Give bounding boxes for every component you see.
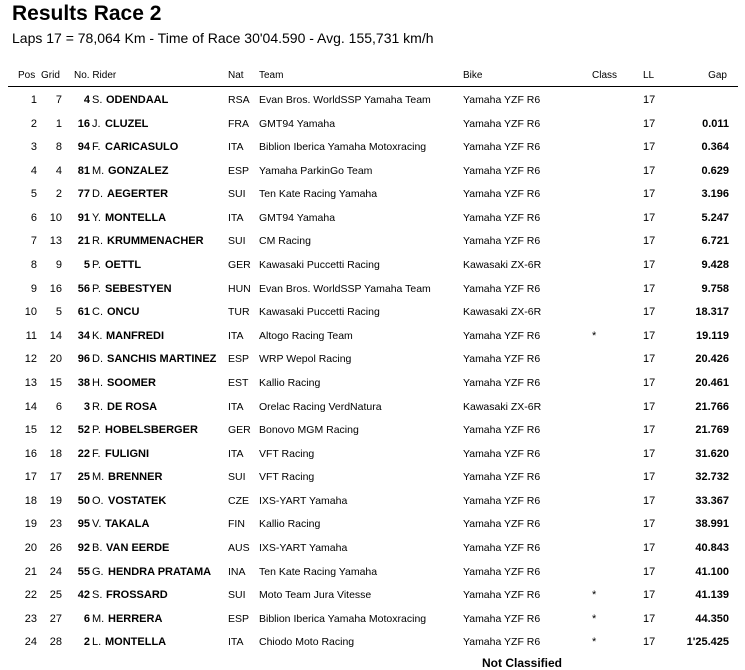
row-rider-initial: O.	[92, 494, 104, 507]
row-gap: 21.769	[695, 424, 729, 437]
row-laps: 17	[643, 471, 656, 484]
row-number: 25	[77, 471, 90, 484]
row-laps: 17	[643, 329, 656, 342]
row-grid: 10	[49, 211, 62, 224]
row-pos: 1	[30, 94, 37, 106]
row-rider-surname: DE ROSA	[107, 400, 158, 413]
row-nat: HUN	[228, 282, 251, 295]
row-pos: 19	[24, 518, 37, 531]
row-pos: 23	[24, 612, 37, 625]
row-rider-surname: OETTL	[105, 259, 142, 272]
table-row	[0, 584, 745, 608]
row-team: Biblion Iberica Yamaha Motoxracing	[259, 141, 427, 154]
row-pos: 3	[30, 141, 37, 154]
row-number: 4	[83, 94, 90, 106]
row-gap: 0.364	[701, 141, 729, 154]
col-pos: Pos	[18, 70, 36, 81]
row-rider-initial: F.	[92, 141, 101, 154]
table-row	[0, 561, 745, 585]
row-number: 56	[77, 282, 90, 295]
row-grid: 4	[55, 164, 62, 177]
row-pos: 14	[24, 400, 37, 413]
row-nat: SUI	[228, 471, 246, 484]
row-laps: 17	[643, 211, 656, 224]
results-table	[0, 89, 745, 655]
row-laps: 17	[643, 376, 656, 389]
table-row	[0, 372, 745, 396]
table-row	[0, 348, 745, 372]
row-bike: Kawasaki ZX-6R	[463, 400, 542, 413]
row-gap: 0.629	[701, 164, 729, 177]
row-laps: 17	[643, 494, 656, 507]
row-rider-initial: L.	[92, 636, 102, 649]
row-nat: CZE	[228, 494, 249, 507]
row-nat: ESP	[228, 164, 250, 177]
row-laps: 17	[643, 424, 656, 437]
row-pos: 18	[24, 494, 37, 507]
row-number: 38	[77, 376, 90, 389]
row-gap: 9.758	[701, 282, 729, 295]
row-bike: Yamaha YZF R6	[463, 235, 541, 248]
row-grid: 25	[49, 589, 62, 602]
row-bike: Yamaha YZF R6	[463, 117, 541, 130]
row-rider-surname: ONCU	[107, 306, 140, 319]
row-grid: 24	[49, 565, 62, 578]
row-number: 5	[83, 259, 90, 272]
row-number: 50	[77, 494, 90, 507]
row-team: Ten Kate Racing Yamaha	[259, 565, 378, 578]
row-laps: 17	[643, 400, 656, 413]
row-laps: 17	[643, 612, 656, 625]
row-rider-initial: V.	[92, 518, 102, 531]
row-rider-initial: B.	[92, 541, 103, 554]
row-rider-surname: MANFREDI	[106, 329, 165, 342]
row-number: 95	[77, 518, 90, 531]
row-bike: Yamaha YZF R6	[463, 376, 541, 389]
row-rider-initial: M.	[92, 471, 105, 484]
row-bike: Yamaha YZF R6	[463, 494, 541, 507]
row-number: 34	[77, 329, 90, 342]
col-nat: Nat	[228, 70, 244, 81]
row-gap: 41.100	[695, 565, 729, 578]
row-team: VFT Racing	[259, 471, 315, 484]
row-team: Yamaha ParkinGo Team	[259, 164, 373, 177]
row-team: Orelac Racing VerdNatura	[259, 400, 382, 413]
row-rider-surname: FROSSARD	[106, 589, 168, 602]
row-grid: 26	[49, 541, 62, 554]
row-rider-surname: VOSTATEK	[108, 494, 167, 507]
row-rider-surname: SEBESTYEN	[105, 282, 172, 295]
row-laps: 17	[643, 636, 656, 649]
row-rider-surname: HENDRA PRATAMA	[108, 565, 212, 578]
row-grid: 28	[49, 636, 62, 649]
row-rider-surname: MONTELLA	[105, 636, 167, 649]
row-rider-initial: Y.	[92, 211, 101, 224]
row-laps: 17	[643, 565, 656, 578]
table-row	[0, 301, 745, 325]
row-team: Ten Kate Racing Yamaha	[259, 188, 378, 201]
row-pos: 21	[24, 565, 37, 578]
table-row	[0, 513, 745, 537]
row-rider-surname: SANCHIS MARTINEZ	[107, 353, 217, 366]
row-pos: 20	[24, 541, 37, 554]
row-nat: GER	[228, 424, 251, 437]
col-bike: Bike	[463, 70, 483, 81]
row-pos: 17	[24, 471, 37, 484]
row-team: VFT Racing	[259, 447, 315, 460]
row-team: GMT94 Yamaha	[259, 211, 336, 224]
table-row	[0, 537, 745, 561]
row-nat: GER	[228, 259, 251, 272]
row-laps: 17	[643, 117, 656, 130]
row-grid: 18	[49, 447, 62, 460]
row-pos: 6	[30, 211, 37, 224]
table-row	[0, 325, 745, 349]
row-rider-surname: CLUZEL	[105, 117, 149, 130]
col-class: Class	[592, 70, 618, 81]
col-no-rider: No. Rider	[74, 70, 117, 81]
row-team: Kallio Racing	[259, 376, 321, 389]
race-summary: Laps 17 = 78,064 Km - Time of Race 30'04.590 - Avg. 155,731 km/h	[12, 30, 434, 46]
row-pos: 8	[30, 259, 37, 272]
row-number: 2	[83, 636, 90, 649]
row-number: 3	[83, 400, 90, 413]
row-rider-initial: P.	[92, 259, 101, 272]
row-team: Kawasaki Puccetti Racing	[259, 306, 380, 319]
row-class: *	[592, 329, 597, 342]
row-pos: 10	[24, 306, 37, 319]
row-bike: Yamaha YZF R6	[463, 541, 541, 554]
row-pos: 4	[30, 164, 37, 177]
row-rider-surname: FULIGNI	[105, 447, 149, 460]
row-grid: 23	[49, 518, 62, 531]
row-rider-surname: TAKALA	[105, 518, 150, 531]
table-row	[0, 443, 745, 467]
row-bike: Yamaha YZF R6	[463, 612, 541, 625]
row-number: 61	[77, 306, 90, 319]
row-team: Moto Team Jura Vitesse	[259, 589, 372, 602]
row-number: 91	[77, 211, 90, 224]
row-gap: 20.426	[695, 353, 729, 366]
row-rider-initial: R.	[92, 400, 103, 413]
table-row	[0, 490, 745, 514]
row-nat: FIN	[228, 518, 245, 531]
row-bike: Yamaha YZF R6	[463, 447, 541, 460]
table-header	[0, 70, 745, 84]
row-rider-surname: ODENDAAL	[106, 94, 169, 106]
row-grid: 2	[55, 188, 62, 201]
row-bike: Kawasaki ZX-6R	[463, 306, 542, 319]
row-nat: RSA	[228, 94, 250, 106]
row-nat: ESP	[228, 612, 250, 625]
table-row	[0, 278, 745, 302]
row-gap: 44.350	[695, 612, 729, 625]
row-rider-initial: R.	[92, 235, 103, 248]
row-grid: 20	[49, 353, 62, 366]
row-gap: 41.139	[695, 589, 729, 602]
row-nat: SUI	[228, 235, 246, 248]
row-gap: 3.196	[701, 188, 729, 201]
row-bike: Yamaha YZF R6	[463, 589, 541, 602]
row-number: 22	[77, 447, 90, 460]
row-rider-initial: J.	[92, 117, 101, 130]
col-team: Team	[259, 70, 284, 81]
row-gap: 9.428	[701, 259, 729, 272]
row-rider-initial: P.	[92, 424, 101, 437]
row-bike: Yamaha YZF R6	[463, 282, 541, 295]
row-rider-surname: MONTELLA	[105, 211, 167, 224]
row-bike: Yamaha YZF R6	[463, 164, 541, 177]
row-rider-initial: D.	[92, 353, 103, 366]
row-grid: 14	[49, 329, 62, 342]
row-rider-surname: HERRERA	[108, 612, 163, 625]
row-laps: 17	[643, 164, 656, 177]
row-team: CM Racing	[259, 235, 311, 248]
row-rider-initial: H.	[92, 376, 103, 389]
row-laps: 17	[643, 518, 656, 531]
row-pos: 13	[24, 376, 37, 389]
row-bike: Yamaha YZF R6	[463, 424, 541, 437]
row-gap: 18.317	[695, 306, 729, 319]
row-gap: 5.247	[701, 211, 729, 224]
table-row	[0, 207, 745, 231]
row-team: IXS-YART Yamaha	[259, 541, 348, 554]
row-grid: 6	[55, 400, 62, 413]
row-rider-surname: VAN EERDE	[106, 541, 170, 554]
row-rider-surname: HOBELSBERGER	[105, 424, 198, 437]
table-row	[0, 136, 745, 160]
row-laps: 17	[643, 447, 656, 460]
row-grid: 19	[49, 494, 62, 507]
row-gap: 20.461	[695, 376, 729, 389]
row-laps: 17	[643, 235, 656, 248]
row-bike: Yamaha YZF R6	[463, 565, 541, 578]
row-gap: 31.620	[695, 447, 729, 460]
row-team: Biblion Iberica Yamaha Motoxracing	[259, 612, 427, 625]
row-pos: 16	[24, 447, 37, 460]
row-laps: 17	[643, 259, 656, 272]
row-grid: 1	[55, 117, 62, 130]
row-pos: 2	[30, 117, 37, 130]
row-number: 55	[77, 565, 90, 578]
row-nat: EST	[228, 376, 249, 389]
row-number: 6	[83, 612, 90, 625]
row-grid: 13	[49, 235, 62, 248]
row-laps: 17	[643, 188, 656, 201]
row-laps: 17	[643, 541, 656, 554]
row-gap: 21.766	[695, 400, 729, 413]
row-rider-surname: AEGERTER	[107, 188, 169, 201]
row-laps: 17	[643, 306, 656, 319]
row-bike: Yamaha YZF R6	[463, 471, 541, 484]
table-row	[0, 113, 745, 137]
row-gap: 38.991	[695, 518, 729, 531]
row-bike: Yamaha YZF R6	[463, 94, 541, 106]
table-row	[0, 396, 745, 420]
row-nat: ITA	[228, 211, 244, 224]
row-pos: 5	[30, 188, 37, 201]
row-gap: 33.367	[695, 494, 729, 507]
row-gap: 40.843	[695, 541, 729, 554]
row-pos: 7	[30, 235, 37, 248]
row-nat: INA	[228, 565, 246, 578]
row-laps: 17	[643, 141, 656, 154]
row-number: 92	[77, 541, 90, 554]
row-nat: ESP	[228, 353, 250, 366]
row-nat: SUI	[228, 589, 246, 602]
row-nat: FRA	[228, 117, 249, 130]
row-bike: Kawasaki ZX-6R	[463, 259, 542, 272]
table-row	[0, 608, 745, 632]
row-rider-surname: BRENNER	[108, 471, 163, 484]
table-row	[0, 89, 745, 113]
table-row	[0, 183, 745, 207]
row-grid: 5	[55, 306, 62, 319]
row-rider-initial: P.	[92, 282, 101, 295]
row-grid: 15	[49, 376, 62, 389]
row-nat: SUI	[228, 188, 246, 201]
row-laps: 17	[643, 282, 656, 295]
col-ll: LL	[643, 70, 655, 81]
row-grid: 12	[49, 424, 62, 437]
row-team: Kawasaki Puccetti Racing	[259, 259, 380, 272]
row-team: Altogo Racing Team	[259, 329, 353, 342]
row-grid: 16	[49, 282, 62, 295]
row-class: *	[592, 612, 597, 625]
row-number: 16	[77, 117, 90, 130]
row-gap: 1'25.425	[686, 636, 729, 649]
row-rider-initial: K.	[92, 329, 103, 342]
row-team: WRP Wepol Racing	[259, 353, 352, 366]
col-grid: Grid	[41, 70, 60, 81]
row-rider-initial: M.	[92, 612, 105, 625]
table-row	[0, 466, 745, 490]
row-pos: 24	[24, 636, 37, 649]
table-row	[0, 254, 745, 278]
row-bike: Yamaha YZF R6	[463, 329, 541, 342]
row-bike: Yamaha YZF R6	[463, 636, 541, 649]
row-rider-initial: D.	[92, 188, 103, 201]
row-gap: 32.732	[695, 471, 729, 484]
header-divider	[8, 86, 738, 87]
not-classified-heading: Not Classified	[482, 656, 563, 670]
row-nat: ITA	[228, 141, 244, 154]
row-bike: Yamaha YZF R6	[463, 518, 541, 531]
row-number: 96	[77, 353, 90, 366]
row-laps: 17	[643, 353, 656, 366]
row-rider-initial: G.	[92, 565, 104, 578]
row-pos: 9	[30, 282, 37, 295]
row-number: 77	[77, 188, 90, 201]
table-row	[0, 631, 745, 655]
row-gap: 6.721	[701, 235, 729, 248]
table-row	[0, 419, 745, 443]
table-row	[0, 160, 745, 184]
row-nat: TUR	[228, 306, 250, 319]
col-gap: Gap	[708, 70, 727, 81]
row-team: Bonovo MGM Racing	[259, 424, 359, 437]
row-grid: 9	[55, 259, 62, 272]
row-laps: 17	[643, 589, 656, 602]
row-class: *	[592, 589, 597, 602]
row-team: Kallio Racing	[259, 518, 321, 531]
row-gap: 0.011	[702, 117, 729, 130]
row-gap: 19.119	[695, 329, 729, 342]
row-nat: ITA	[228, 329, 244, 342]
row-rider-surname: CARICASULO	[105, 141, 179, 154]
row-bike: Yamaha YZF R6	[463, 211, 541, 224]
row-rider-surname: GONZALEZ	[108, 164, 169, 177]
row-bike: Yamaha YZF R6	[463, 188, 541, 201]
row-team: GMT94 Yamaha	[259, 117, 336, 130]
row-rider-initial: S.	[92, 94, 103, 106]
row-team: Chiodo Moto Racing	[259, 636, 355, 649]
row-rider-initial: F.	[92, 447, 101, 460]
row-number: 52	[77, 424, 90, 437]
row-rider-initial: S.	[92, 589, 103, 602]
row-grid: 8	[55, 141, 62, 154]
row-nat: AUS	[228, 541, 250, 554]
row-grid: 7	[55, 94, 62, 106]
row-pos: 15	[24, 424, 37, 437]
row-grid: 17	[49, 471, 62, 484]
row-nat: ITA	[228, 400, 244, 413]
row-number: 94	[77, 141, 90, 154]
row-bike: Yamaha YZF R6	[463, 141, 541, 154]
row-number: 42	[77, 589, 90, 602]
row-pos: 11	[25, 329, 37, 342]
row-bike: Yamaha YZF R6	[463, 353, 541, 366]
row-rider-surname: SOOMER	[107, 376, 156, 389]
row-team: IXS-YART Yamaha	[259, 494, 348, 507]
row-number: 21	[77, 235, 90, 248]
row-class: *	[592, 636, 597, 649]
row-laps: 17	[643, 94, 656, 106]
table-row	[0, 230, 745, 254]
row-rider-surname: KRUMMENACHER	[107, 235, 204, 248]
row-team: Evan Bros. WorldSSP Yamaha Team	[259, 282, 431, 295]
row-number: 81	[77, 164, 90, 177]
row-pos: 22	[24, 589, 37, 602]
row-pos: 12	[24, 353, 37, 366]
row-nat: ITA	[228, 447, 244, 460]
row-rider-initial: M.	[92, 164, 105, 177]
row-grid: 27	[49, 612, 62, 625]
row-nat: ITA	[228, 636, 244, 649]
row-team: Evan Bros. WorldSSP Yamaha Team	[259, 94, 431, 106]
row-rider-initial: C.	[92, 306, 103, 319]
page-title: Results Race 2	[12, 2, 162, 25]
